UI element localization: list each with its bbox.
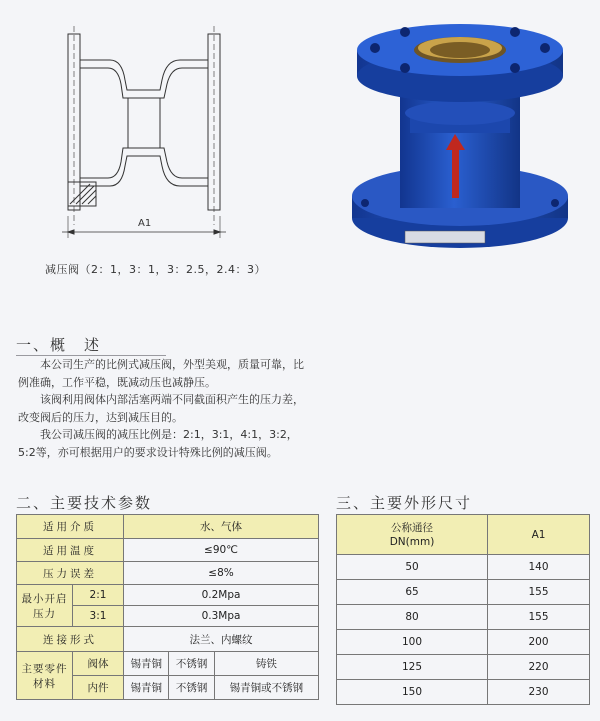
param-value: 法兰、内螺纹	[124, 627, 319, 652]
section-tech-params-title: 二、主要技术参数	[16, 494, 153, 512]
material-cell: 锡青铜	[124, 652, 169, 676]
valve-photo	[345, 18, 575, 258]
param-value: 0.3Mpa	[124, 606, 319, 627]
overview-paragraph: 我公司减压阀的减压比例是：2:1，3:1，4:1，3:2，5:2等，亦可根据用户的要求设计特殊比例的减压阀。	[18, 428, 298, 459]
param-label: 连接形式	[17, 627, 124, 652]
column-header-a1: A1	[488, 515, 590, 555]
material-cell: 不锈钢	[169, 676, 214, 700]
cross-section-drawing	[40, 20, 250, 250]
a1-cell: 200	[488, 630, 590, 655]
param-label: 适用介质	[17, 515, 124, 539]
part-name: 内件	[73, 676, 124, 700]
table-row	[337, 580, 590, 605]
dimension-label: A1	[138, 218, 152, 229]
table-row	[337, 605, 590, 630]
ratio-cell: 2:1	[73, 585, 124, 606]
a1-cell: 155	[488, 580, 590, 605]
a1-cell: 155	[488, 605, 590, 630]
table-row	[17, 652, 319, 676]
param-label: 适用温度	[17, 539, 124, 562]
table-row	[17, 627, 319, 652]
dn-cell: 100	[337, 630, 488, 655]
overview-paragraph: 该阀利用阀体内部活塞两端不同截面积产生的压力差，改变阀后的压力，达到减压目的。	[18, 393, 304, 424]
param-value: ≤90℃	[124, 539, 319, 562]
param-label: 最小开启压力	[17, 585, 73, 627]
section-dimensions-title: 三、主要外形尺寸	[336, 494, 473, 512]
param-value: ≤8%	[124, 562, 319, 585]
overview-paragraph: 本公司生产的比例式减压阀，外型美观，质量可靠，比例准确，工作平稳，既减动压也减静压。	[18, 358, 304, 389]
param-value: 水、气体	[124, 515, 319, 539]
material-cell: 铸铁	[214, 652, 318, 676]
table-row	[337, 655, 590, 680]
table-row	[337, 680, 590, 705]
table-row	[17, 539, 319, 562]
table-row	[337, 630, 590, 655]
a1-cell: 220	[488, 655, 590, 680]
a1-cell: 140	[488, 555, 590, 580]
part-name: 阀体	[73, 652, 124, 676]
table-row	[337, 555, 590, 580]
a1-cell: 230	[488, 680, 590, 705]
dn-cell: 65	[337, 580, 488, 605]
valve-caption: 减压阀（2：1，3：1，3：2.5，2.4：3）	[45, 263, 266, 276]
column-header-dn: 公称通径 DN(mm)	[337, 515, 488, 555]
table-row	[17, 585, 319, 606]
dn-cell: 125	[337, 655, 488, 680]
param-label: 主要零件材料	[17, 652, 73, 700]
table-row	[17, 562, 319, 585]
material-cell: 不锈钢	[169, 652, 214, 676]
param-label: 压力误差	[17, 562, 124, 585]
dimensions-table	[336, 514, 590, 705]
table-row	[17, 515, 319, 539]
dn-cell: 50	[337, 555, 488, 580]
dn-cell: 80	[337, 605, 488, 630]
material-cell: 锡青铜或不锈钢	[214, 676, 318, 700]
overview-text	[18, 356, 308, 461]
material-cell: 锡青铜	[124, 676, 169, 700]
tech-params-table	[16, 514, 319, 700]
dn-cell: 150	[337, 680, 488, 705]
table-row	[337, 515, 590, 555]
param-value: 0.2Mpa	[124, 585, 319, 606]
ratio-cell: 3:1	[73, 606, 124, 627]
section-overview-title: 一、概 述	[16, 336, 102, 354]
